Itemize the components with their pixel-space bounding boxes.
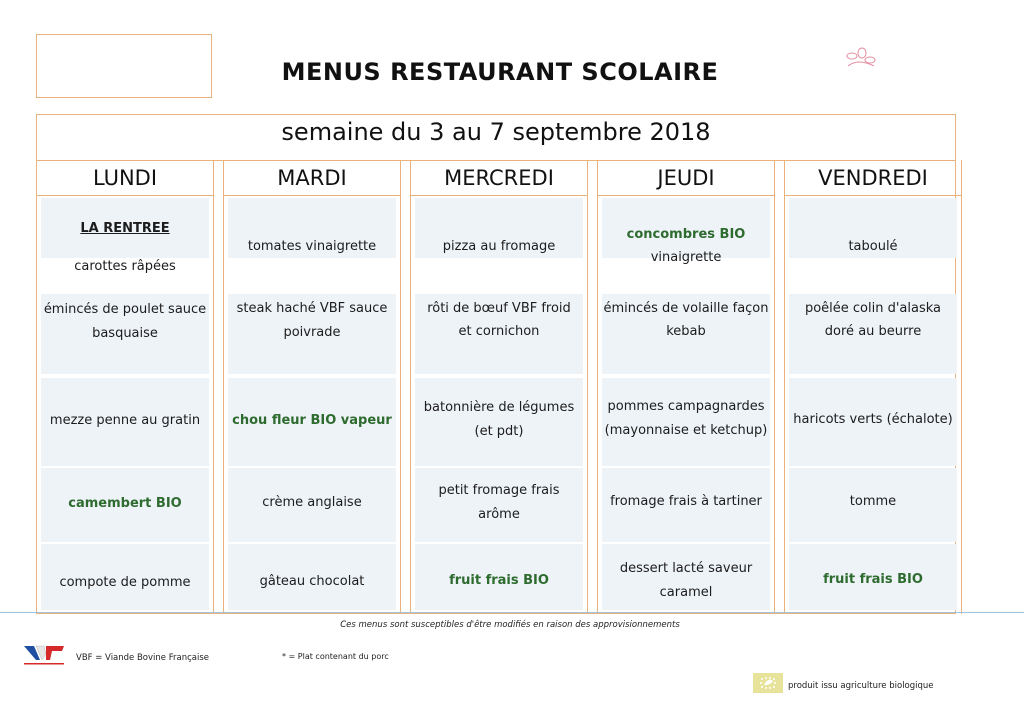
menu-item: et cornichon (458, 324, 540, 339)
vbf-legend: VBF = Viande Bovine Française (76, 653, 209, 663)
menu-item: pommes campagnardes (607, 399, 765, 414)
day-column-mardi (223, 160, 401, 614)
day-column-vendredi (784, 160, 962, 614)
menu-item: carottes râpées (74, 259, 176, 274)
menu-item: compote de pomme (59, 575, 191, 590)
menu-item: batonnière de légumes (423, 400, 575, 415)
menu-item: doré au beurre (824, 324, 922, 339)
menu-item: émincés de poulet sauce (43, 302, 207, 317)
menu-item: pizza au fromage (442, 239, 556, 254)
organic-leaf-logo-icon (753, 673, 783, 693)
menu-item: caramel (659, 585, 713, 600)
menu-item: fromage frais à tartiner (610, 494, 762, 509)
menu-item: crème anglaise (262, 495, 362, 510)
menu-item: vinaigrette (650, 250, 722, 265)
menu-item: émincés de volaille façon (603, 301, 769, 316)
menu-item: fruit frais BIO (449, 573, 549, 588)
menu-item: rôti de bœuf VBF froid (427, 301, 571, 316)
menu-item: mezze penne au gratin (49, 413, 201, 428)
logo-placeholder-box (36, 34, 212, 98)
day-column-jeudi (597, 160, 775, 614)
day-column-lundi (36, 160, 214, 614)
menu-item: petit fromage frais (438, 483, 560, 498)
menu-item: gâteau chocolat (259, 574, 365, 589)
menu-item: tomates vinaigrette (247, 239, 377, 254)
menu-item: steak haché VBF sauce (236, 301, 388, 316)
day-header: VENDREDI (785, 160, 961, 196)
menu-item: dessert lacté saveur (619, 561, 753, 576)
menu-item: tomme (849, 494, 897, 509)
pork-legend: * = Plat contenant du porc (282, 652, 389, 661)
menu-item: kebab (666, 324, 706, 339)
menu-item: taboulé (848, 239, 898, 254)
day-header: JEUDI (598, 160, 774, 196)
menu-item: arôme (478, 507, 520, 522)
menu-item: concombres BIO (626, 227, 746, 242)
divider (0, 612, 1024, 613)
organic-legend: produit issu agriculture biologique (788, 681, 934, 691)
page-title: MENUS RESTAURANT SCOLAIRE (281, 58, 719, 86)
menu-item: LA RENTREE (80, 221, 170, 236)
flower-logo-icon (800, 44, 920, 86)
supply-notice: Ces menus sont susceptibles d'être modifiés en raison des approvisionnements (340, 620, 680, 630)
day-header: LUNDI (37, 160, 213, 196)
menu-item: basquaise (92, 326, 158, 341)
day-header: MARDI (224, 160, 400, 196)
vbf-flag-icon (22, 640, 66, 666)
menu-item: (mayonnaise et ketchup) (604, 423, 768, 438)
menu-item: (et pdt) (474, 424, 524, 439)
day-column-mercredi (410, 160, 588, 614)
menu-item: chou fleur BIO vapeur (232, 413, 392, 428)
week-heading: semaine du 3 au 7 septembre 2018 (281, 118, 711, 146)
menu-item: haricots verts (échalote) (793, 412, 953, 427)
menu-item: camembert BIO (68, 496, 182, 511)
day-header: MERCREDI (411, 160, 587, 196)
menu-item: poivrade (283, 325, 341, 340)
menu-item: poêlée colin d'alaska (804, 301, 942, 316)
menu-item: fruit frais BIO (823, 572, 923, 587)
